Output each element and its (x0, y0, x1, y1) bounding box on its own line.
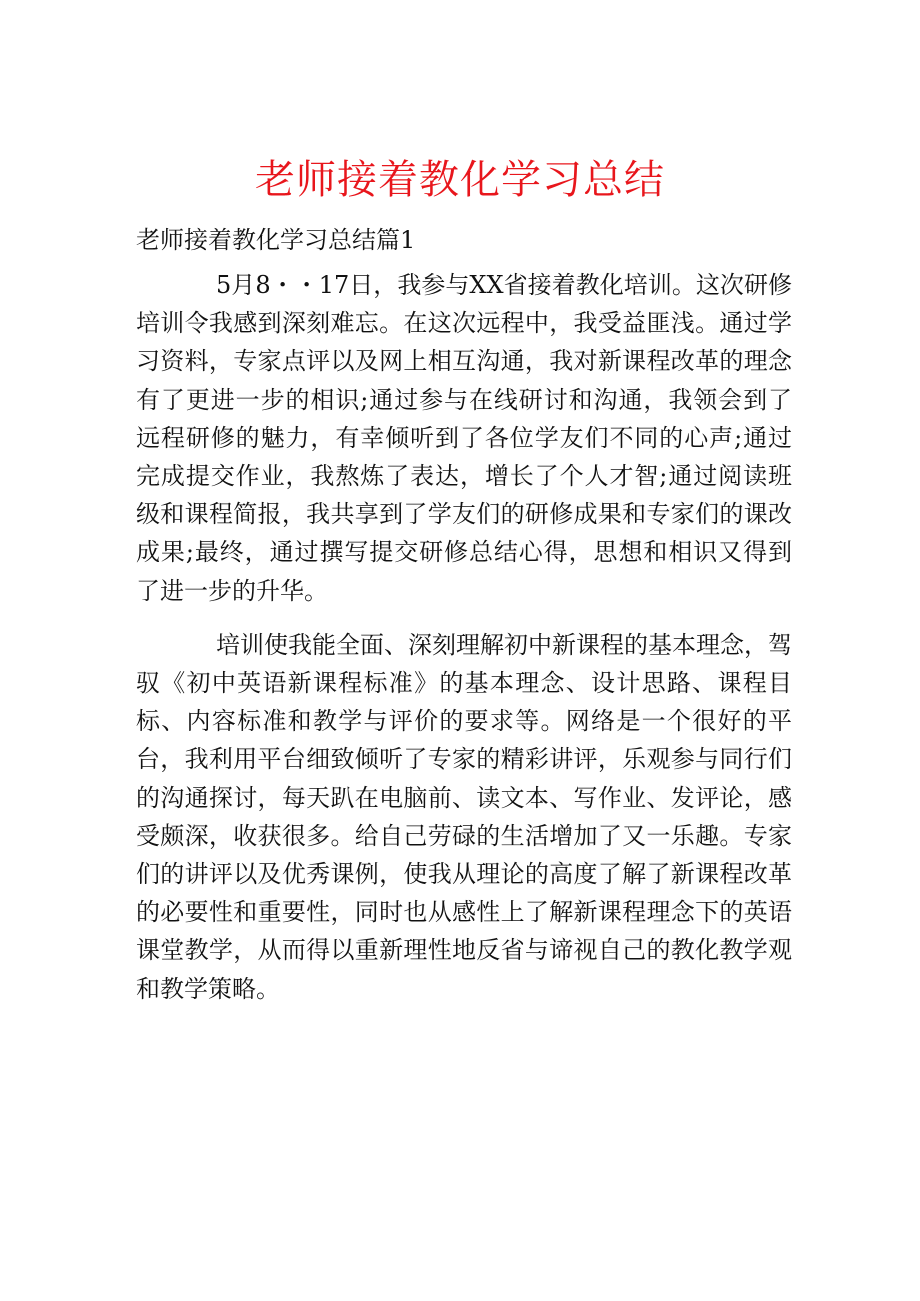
document-subtitle: 老师接着教化学习总结篇1 (136, 226, 416, 254)
document-body (136, 266, 792, 1024)
paragraph-1: 5月8・・17日，我参与XX省接着教化培训。这次研修培训令我感到深刻难忘。在这次远程中，我受益匪浅。通过学习资料，专家点评以及网上相互沟通，我对新课程改革的理念有了更进一步的相识;通过参与在线研讨和沟通，我领会到了远程研修的魅力，有幸倾听到了各位学友们不同的心声;通过完成提交作业，我熬炼了表达，增长了个人才智;通过阅读班级和课程简报，我共享到了学友们的研修成果和专家们的课改成果;最终，通过撰写提交研修总结心得，思想和相识又得到了进一步的升华。 (136, 271, 792, 605)
paragraph-2: 培训使我能全面、深刻理解初中新课程的基本理念，驾驭《初中英语新课程标准》的基本理念、设计思路、课程目标、内容标准和教学与评价的要求等。网络是一个很好的平台，我利用平台细致倾听了专家的精彩讲评，乐观参与同行们的沟通探讨，每天趴在电脑前、读文本、写作业、发评论，感受颇深，收获很多。给自己劳碌的生活增加了又一乐趣。专家们的讲评以及优秀课例，使我从理论的高度了解了新课程改革的必要性和重要性，同时也从感性上了解新课程理念下的英语课堂教学，从而得以重新理性地反省与谛视自己的教化教学观和教学策略。 (136, 630, 792, 1003)
document-title: 老师接着教化学习总结 (255, 157, 665, 203)
